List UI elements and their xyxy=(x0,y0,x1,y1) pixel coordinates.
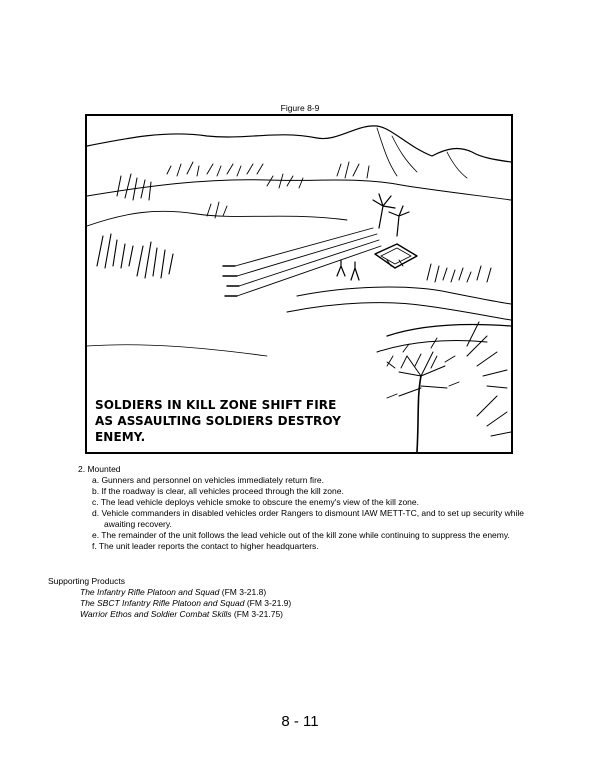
mounted-item-b: b. If the roadway is clear, all vehicles proceed through the kill zone. xyxy=(92,486,344,496)
page-number: 8 - 11 xyxy=(281,713,319,730)
product-1 xyxy=(80,587,291,598)
mounted-heading: 2. Mounted xyxy=(78,464,121,474)
overlay-line-1: SOLDIERS IN KILL ZONE SHIFT FIRE xyxy=(95,398,337,412)
overlay-line-3: ENEMY. xyxy=(95,430,146,444)
mounted-item-a: a. Gunners and personnel on vehicles immediately return fire. xyxy=(92,475,324,485)
mounted-item-e: e. The remainder of the unit follows the lead vehicle out of the kill zone while continuing to suppress the enemy. xyxy=(92,530,510,540)
product-3-ref: (FM 3-21.75) xyxy=(233,609,283,619)
overlay-line-2: AS ASSAULTING SOLDIERS DESTROY xyxy=(95,414,342,428)
product-3-title: Warrior Ethos and Soldier Combat Skills xyxy=(80,609,232,619)
supporting-products xyxy=(48,576,291,620)
figure-illustration xyxy=(85,114,513,454)
product-2-ref: (FM 3-21.9) xyxy=(246,598,292,608)
mounted-item-d: d. Vehicle commanders in disabled vehicles order Rangers to dismount IAW METT-TC, and to set up security while xyxy=(92,508,524,518)
product-1-title: The Infantry Rifle Platoon and Squad xyxy=(80,587,220,597)
mounted-item-c: c. The lead vehicle deploys vehicle smoke to obscure the enemy's view of the kill zone. xyxy=(92,497,419,507)
figure-caption: Figure 8-9 xyxy=(280,103,320,113)
mounted-item-f: f. The unit leader reports the contact to higher headquarters. xyxy=(92,541,319,551)
figure-overlay-text xyxy=(95,397,385,445)
supporting-heading: Supporting Products xyxy=(48,576,126,586)
mounted-item-d-continued: awaiting recovery. xyxy=(104,519,172,529)
product-1-ref: (FM 3-21.8) xyxy=(221,587,267,597)
product-3 xyxy=(80,609,291,620)
product-2-title: The SBCT Infantry Rifle Platoon and Squad xyxy=(80,598,245,608)
mounted-section xyxy=(78,464,524,552)
product-2 xyxy=(80,598,291,609)
